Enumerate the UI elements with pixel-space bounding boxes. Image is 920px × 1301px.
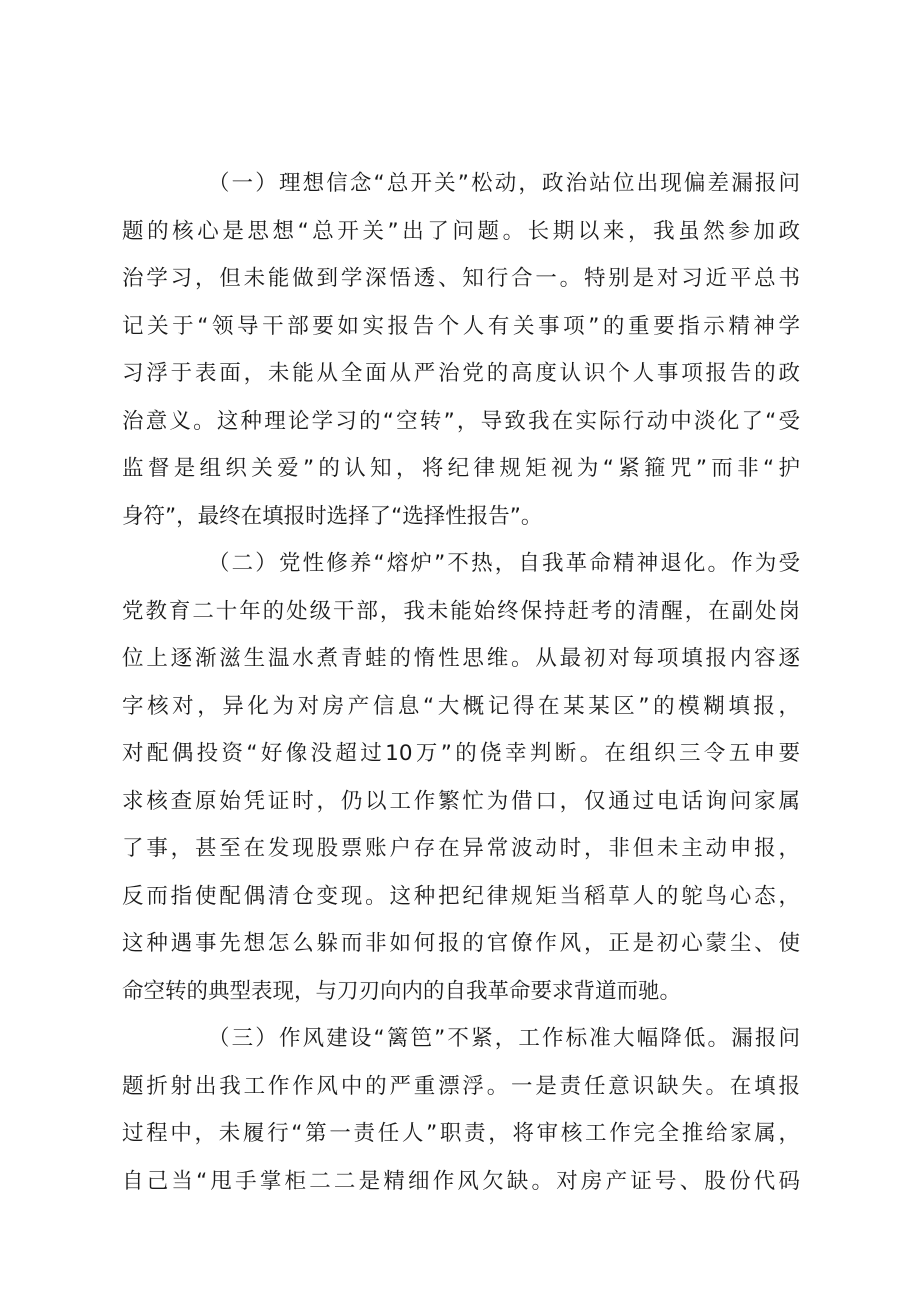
text-line: 身符”，最终在填报时选择了“选择性报告”。 [122, 503, 543, 529]
text-line: 治意义。这种理论学习的“空转”，导致我在实际行动中淡化了“受 [122, 408, 800, 434]
text-line: 这种遇事先想怎么躲而非如何报的官僚作风，正是初心蒙尘、使 [122, 931, 800, 956]
text-line: 字核对，异化为对房产信息“大概记得在某某区”的模糊填报， [122, 693, 800, 719]
text-line: 治学习，但未能做到学深悟透、知行合一。特别是对习近平总书 [122, 266, 800, 291]
text-line: 记关于“领导干部要如实报告个人有关事项”的重要指示精神学 [122, 313, 800, 339]
text-line: 习浮于表面，未能从全面从严治党的高度认识个人事项报告的政 [122, 361, 800, 386]
text-line: 反而指使配偶清仓变现。这种把纪律规矩当稻草人的鸵鸟心态， [122, 883, 800, 909]
paragraph-2 [122, 540, 800, 1015]
text-line: （三）作风建设“篱笆”不紧，工作标准大幅降低。漏报问 [208, 1026, 800, 1051]
text-line: 监督是组织关爱”的认知，将纪律规矩视为“紧箍咒”而非“护 [122, 456, 800, 481]
text-line: 对配偶投资“好像没超过10万”的侥幸判断。在组织三令五申要 [122, 741, 800, 766]
text-line: 题折射出我工作作风中的严重漂浮。一是责任意识缺失。在填报 [122, 1073, 800, 1099]
text-line: 过程中，未履行“第一责任人”职责，将审核工作完全推给家属， [122, 1121, 800, 1146]
text-line: （一）理想信念“总开关”松动，政治站位出现偏差漏报问 [208, 171, 800, 196]
text-line: 自己当“甩手掌柜二二是精细作风欠缺。对房产证号、股份代码 [122, 1168, 800, 1194]
text-line: 求核查原始凭证时，仍以工作繁忙为借口，仅通过电话询问家属 [122, 788, 800, 814]
document-body [122, 160, 800, 1205]
text-line: 命空转的典型表现，与刀刃向内的自我革命要求背道而驰。 [122, 978, 682, 1004]
text-line: 党教育二十年的处级干部，我未能始终保持赶考的清醒，在副处岗 [122, 598, 800, 624]
paragraph-1 [122, 160, 800, 540]
text-line: （二）党性修养“熔炉”不热，自我革命精神退化。作为受 [208, 551, 800, 576]
paragraph-3 [122, 1015, 800, 1205]
text-line: 位上逐渐滋生温水煮青蛙的惰性思维。从最初对每项填报内容逐 [122, 646, 800, 671]
text-line: 题的核心是思想“总开关”出了问题。长期以来，我虽然参加政 [122, 218, 800, 244]
text-line: 了事，甚至在发现股票账户存在异常波动时，非但未主动申报， [122, 836, 800, 861]
